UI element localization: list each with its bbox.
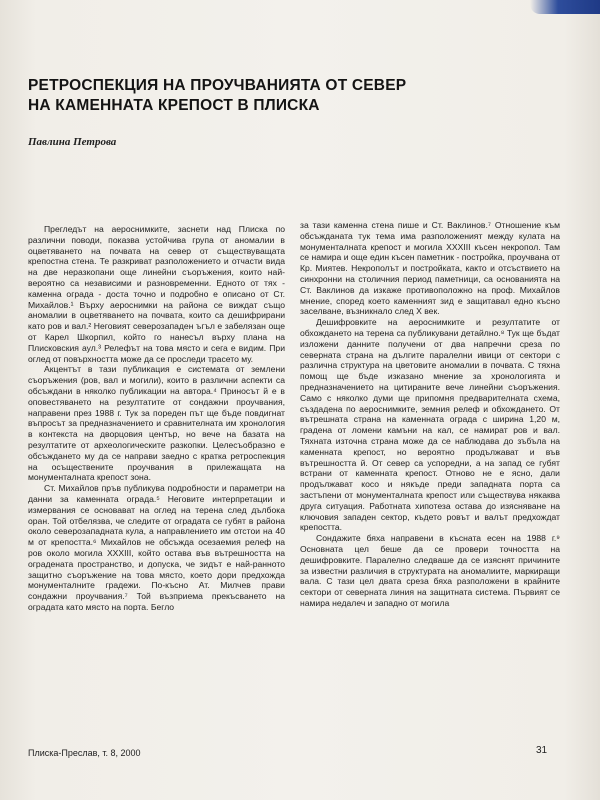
paragraph: Сондажите бяха направени в късната есен на 1988 г.⁹ Основната цел беше да се провери точността на дешифровките. Паралелно следваше да се изяснят причините за известни различия в структурата на аномалиите, маркиращи вала. С тази цел двата среза бяха разположени в крайните сектори от северната линия на защитната система. Първият се намира недалеч и западно от могила xyxy=(300,533,560,608)
article-title-line-2: НА КАМЕННАТА КРЕПОСТ В ПЛИСКА xyxy=(28,97,320,114)
corner-color-mark xyxy=(530,0,600,14)
paragraph: Акцентът в тази публикация е системата от землени съоръжения (ров, вал и могили), които в различни аспекти са обсъждани в няколко публикации на автора.⁴ Приносът й е в оповестяването на резултатите от сондажни проучвания, направени през 1988 г. Тук за пореден път ще бъде повдигнат въпросът за предназначението и сравнителната им хронология в контекста на дворцовия център, но вече на базата на резултатите от археологическите разкопки. Целесъобразно е обсъждането му да се направи заедно с кратка ретроспекция на осъществените проучвания в прилежащата на монументалната крепост зона. xyxy=(28,364,285,483)
paragraph: за тази каменна стена пише и Ст. Ваклинов.⁷ Отношение към обсъжданата тук тема има разположеният между кулата на монументалната крепост и могила XXXIII късен некропол. Там се намира и още един късен паметник - постройка, проучвана от Кр. Миятев. Некрополът и постройката, както и отсъствието на синхронни на столичния период паметници, са основанията на Ст. Ваклинов да изкаже противоположно на проф. Михайлов мнение, според което каменният зид е защитавал едно късно заселване, възникнало след X век. xyxy=(300,220,560,317)
paragraph: Ст. Михайлов пръв публикува подробности и параметри на данни за каменната ограда.⁵ Неговите интерпретации и измервания се основават на оглед на терена след дълбока оран. Той отбелязва, че следите от оградата се губят в района около северозападната кула, а направлението им отстои на 40 м от крепостта.⁶ Михайлов не обсъжда осезаемия релеф на ров около могила XXXIII, който остава във вътрешността на оградената пространство, и допуска, че зидът е най-ранното защитно съоръжение на това място, което дори предхожда монументалните градежи. По-късно Ат. Милчев прави сондажни проучвания.⁷ Той възприема прекъсването на оградата като място на порта. Бегло xyxy=(28,483,285,612)
article-title-line-1: РЕТРОСПЕКЦИЯ НА ПРОУЧВАНИЯТА ОТ СЕВЕР xyxy=(28,77,407,94)
article-author: Павлина Петрова xyxy=(28,136,117,148)
paragraph: Дешифровките на аероснимките и резултатите от обхождането на терена са публикувани детайлно.⁸ Тук ще бъдат изложени данните получени от два напречни среза по северната страна на дългите паралелни ивици от сектори с различна структура на цветовите аномалии в почвата. С тяхна помощ ще бъде изказано мнение за хронологията и предназначението на цитираните вече линейни съоръжения. Само с няколко думи ще припомня предварителната схема, създадена по аероснимките, земния релеф и обхождането. От вътрешната страна на каменната ограда с ширина 1,20 м, градена от ломени камъни на кал, се намират ров и вал. Тяхната източна страна може да се наблюдава до зъбъла на каменната крепост, но вероятно продължават и във вътрешността й. От север са успоредни, а на запад се губят встрани от каменната крепост. Отново не е ясно, дали продължават косо и някъде преди западната порта са застъпени от монументалната крепост или съществува някаква друга ситуация. Работната хипотеза остава до изясняване на ключовия западен сектор, където ровът и валът предхождат крепостта. xyxy=(300,317,560,533)
text-column-left xyxy=(28,224,285,732)
page-number: 31 xyxy=(536,745,548,756)
text-column-right xyxy=(300,220,560,760)
paragraph: Прегледът на аероснимките, заснети над Плиска по различни поводи, показва устойчива група от аномалии в оцветяването на почвата на север от съществуващата крепостна стена. Те разкриват разположението и отчасти вида на две неразкопани още линейни съоръжения, които най-вероятно са независими и разновременни. Едното от тях - каменна ограда - доста точно и подробно е описано от Ст. Михайлов.¹ Върху аероснимки на района се виждат също аномалии в оцветяването на почвата, които са дешифрирани като ров и вал.² Неговият северозападен ъгъл е забелязан още от Карел Шкорпил, който го нанесъл върху плана на Плисковския аул.³ Релефът на това място и сега е видим. При оглед от повърхността може да се проследи трасето му. xyxy=(28,224,285,364)
article-title xyxy=(28,76,568,116)
publication-footer: Плиска-Преслав, т. 8, 2000 xyxy=(28,748,141,758)
